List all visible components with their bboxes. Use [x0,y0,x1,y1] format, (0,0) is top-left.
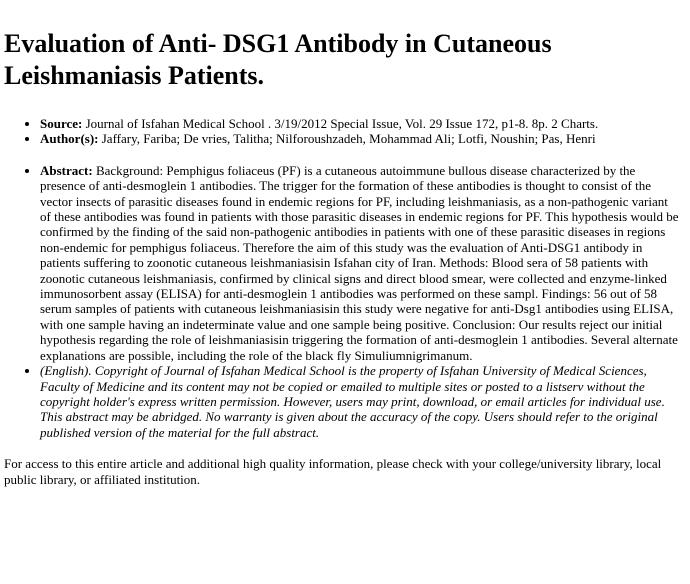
abstract-item [40,163,686,363]
access-note: For access to this entire article and additional high quality information, please check with your college/university library, local public library, or affiliated institution. [4,456,662,487]
source-label: Source: [40,116,83,131]
abstract-text: Background: Pemphigus foliaceus (PF) is a cutaneous autoimmune bullous disease characterized by the presence of anti-desmoglein 1 antibodies. The trigger for the formation of these antibodies is thought to consist of the vector insects of parasitic diseases found in endemic regions for PF, including leishmaniasis, as a non-pathogenic variant of these antibodies was found in patients with those parasitic diseases in endemic regions for PF. This hypothesis would be confirmed by the finding of the said non-pathogenic antibodies in patients with one of these parasitic diseases in regions non-endemic for pemphigus foliaceus. Therefore the aim of this study was the evaluation of Anti-DSG1 antibody in patients suffering to zoonotic cutaneous leishmaniasisin Isfahan city of Iran. Methods: Blood sera of 58 patients with zoonotic cutaneous leishmaniasis, confirmed by clinical signs and direct blood smear, were collected and enzyme-linked immunosorbent assay (ELISA) for anti-desmoglein 1 antibodies was performed on these sampl. Findings: 56 out of 58 serum samples of patients with cutaneous leishmaniasisin this study were negative for anti-Dsg1 antibodies using ELISA, with one sample having an indeterminate value and one sample being positive. Conclusion: Our results reject our initial hypothesis regarding the role of leishmaniasisin triggering the formation of anti-desmoglein 1 antibodies. Several alternate explanations are possible, including the role of the black fly Simuliumnigrimanum. [40,162,679,363]
authors-value: Jaffary, Fariba; De vries, Talitha; Nilforoushzadeh, Mohammad Ali; Lotfi, Noushin; Pas, Henri [101,131,596,147]
article-title: Evaluation of Anti- DSG1 Antibody in Cutaneous Leishmaniasis Patients. [4,29,552,90]
article-page [0,28,690,487]
copyright-notice: • (English). Copyright of Journal of Isfahan Medical School is the property of Isfahan University of Medical Sciences, Faculty of Medicine and its content may not be copied or emailed to multiple sites or posted to a listserv without the copyright holder's express written permission. However, users may print, download, or email articles for individual use. This abstract may be abridged. No warranty is given about the accuracy of the copy. Users should refer to the original published version of the material for the full abstract. [40,363,686,440]
article-metadata-list [4,116,686,147]
authors-item [40,131,686,146]
abstract-label: Abstract: [40,162,93,178]
source-value: Journal of Isfahan Medical School . 3/19/2012 Special Issue, Vol. 29 Issue 172, p1-8. 8p. 2 Charts. [85,116,599,131]
authors-label: Author(s): [40,131,99,147]
article-body-list [4,163,686,440]
source-item [40,116,686,131]
